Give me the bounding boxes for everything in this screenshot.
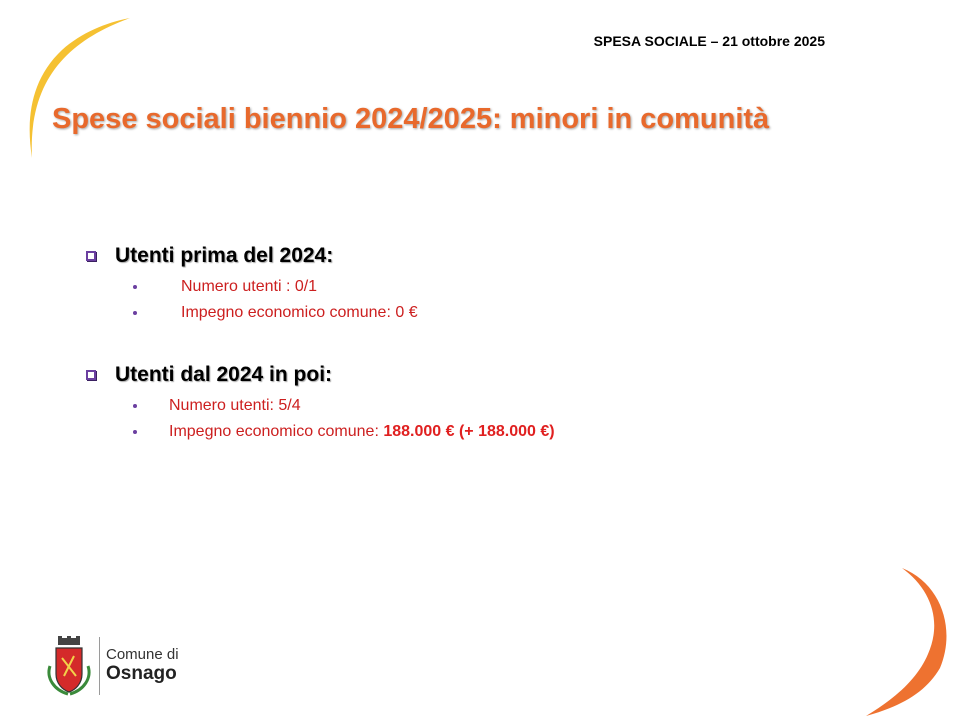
list-item — [86, 300, 418, 326]
checkbox-bullet-icon — [86, 370, 96, 380]
logo-divider — [99, 637, 100, 695]
list-item — [86, 419, 555, 445]
decorative-yellow-arc — [0, 0, 160, 170]
bullet-list — [86, 393, 555, 445]
logo-line-comune: Comune di — [106, 646, 179, 664]
section-from-2024 — [86, 363, 555, 445]
bullet-dot-icon — [133, 430, 137, 434]
checkbox-bullet-icon — [86, 251, 96, 261]
section-before-2024 — [86, 244, 418, 326]
bullet-list — [86, 274, 418, 326]
list-item-label: Impegno economico comune: — [169, 423, 384, 440]
section-heading-row — [86, 244, 418, 268]
amount-highlight: 188.000 € (+ 188.000 €) — [383, 423, 555, 440]
page-title: Spese sociali biennio 2024/2025: minori in comunità — [52, 103, 770, 135]
list-item — [86, 274, 418, 300]
municipal-crest-icon — [44, 636, 94, 696]
comune-logo — [44, 636, 179, 696]
section-heading: Utenti prima del 2024: — [115, 244, 334, 267]
list-item-text: Numero utenti: 5/4 — [169, 397, 301, 414]
logo-line-osnago: Osnago — [106, 662, 177, 684]
list-item — [86, 393, 555, 419]
list-item-text — [169, 423, 555, 441]
section-heading: Utenti dal 2024 in poi: — [115, 363, 333, 386]
bullet-dot-icon — [133, 311, 137, 315]
logo-text — [106, 647, 179, 684]
header-event-label: SPESA SOCIALE – 21 ottobre 2025 — [593, 33, 825, 49]
bullet-dot-icon — [133, 285, 137, 289]
decorative-orange-arc — [830, 560, 960, 720]
bullet-dot-icon — [133, 404, 137, 408]
section-heading-row — [86, 363, 555, 387]
list-item-text: Impegno economico comune: 0 € — [181, 304, 418, 321]
list-item-text: Numero utenti : 0/1 — [181, 278, 318, 295]
